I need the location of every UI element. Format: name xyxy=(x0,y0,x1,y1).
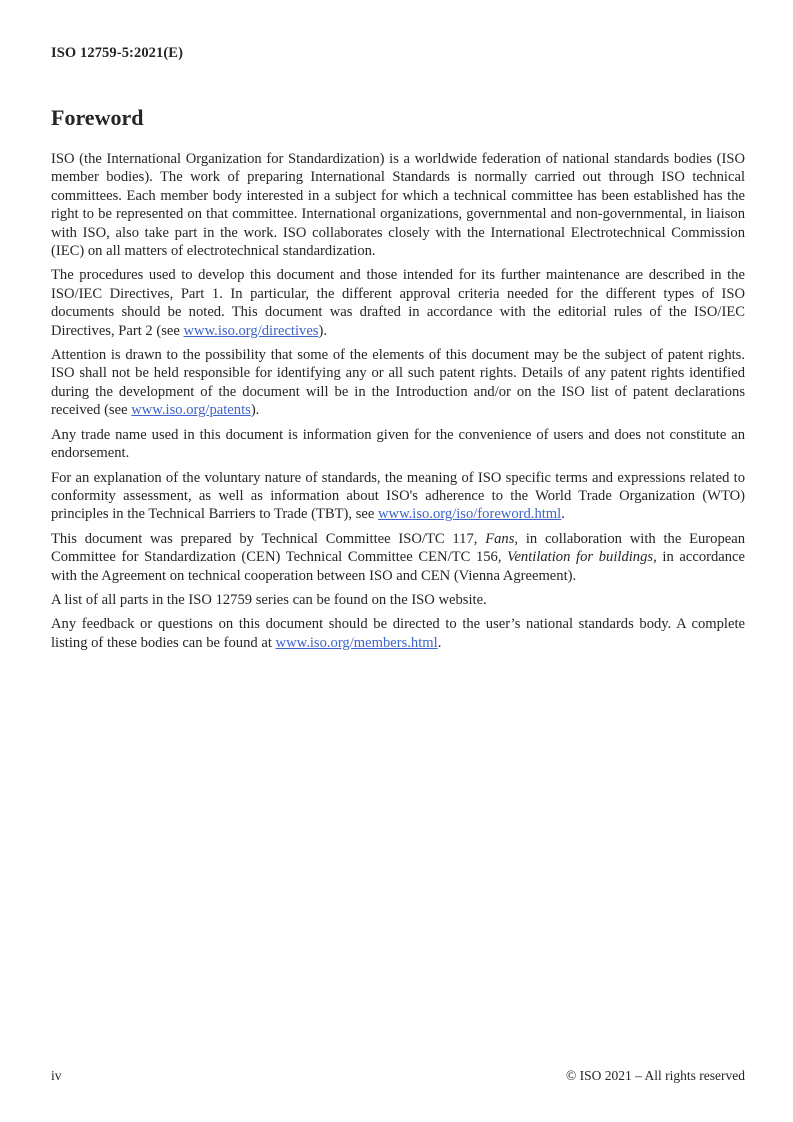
text-run: A list of all parts in the ISO 12759 series can be found on the ISO website. xyxy=(51,591,487,608)
copyright-notice: © ISO 2021 – All rights reserved xyxy=(566,1068,745,1083)
hyperlink[interactable]: www.iso.org/iso/foreword.html xyxy=(377,506,562,523)
paragraph xyxy=(51,150,745,260)
text-run: , in accordance with the Agreement on technical cooperation between ISO and CEN (Vienna Agreement). xyxy=(51,549,746,584)
paragraph xyxy=(51,591,745,609)
paragraph xyxy=(51,426,745,463)
text-run: The procedures used to develop this document and those intended for its further maintenance are described in the ISO/IEC Directives, Part 1. In particular, the different approval criteria needed for the different types of ISO documents should be noted. This document was drafted in accordance with the editorial rules of the ISO/IEC Directives, Part 2 (see xyxy=(51,267,745,339)
page-title: Foreword xyxy=(51,105,144,130)
italic-text: Fans xyxy=(485,530,515,547)
document-reference: ISO 12759-5:2021(E) xyxy=(51,45,183,61)
hyperlink[interactable]: www.iso.org/members.html xyxy=(275,634,438,651)
text-run: . xyxy=(437,634,442,651)
paragraph xyxy=(51,469,745,524)
paragraph xyxy=(51,266,745,340)
text-run: This document was prepared by Technical Committee ISO/TC 117, xyxy=(51,530,486,547)
text-run: ). xyxy=(250,402,260,419)
page-footer xyxy=(51,1068,745,1084)
text-run: . xyxy=(561,506,565,523)
paragraph xyxy=(51,530,745,585)
page-number: iv xyxy=(51,1068,62,1083)
text-run: Attention is drawn to the possibility that some of the elements of this document may be the subject of patent rights. ISO shall not be held responsible for identifying any or all such patent rights. Details of any patent rights identified during the development of the document will be in the Introduction and/or on the ISO list of patent declarations received (see xyxy=(51,347,745,419)
foreword-body xyxy=(51,150,745,658)
text-run: ISO (the International Organization for Standardization) is a worldwide federation of national standards bodies (ISO member bodies). The work of preparing International Standards is normally carried out through ISO technical committees. Each member body interested in a subject for which a technical committee has been established has the right to be represented on that committee. International organizations, governmental and non-governmental, in liaison with ISO, also take part in the work. ISO collaborates closely with the International Electrotechnical Commission (IEC) on all matters of electrotechnical standardization. xyxy=(51,151,745,260)
hyperlink[interactable]: www.iso.org/directives xyxy=(183,322,319,339)
text-run: Any feedback or questions on this document should be directed to the user’s national standards body. A complete listing of these bodies can be found at xyxy=(51,616,745,651)
text-run: , in collaboration with the European Committee for Standardization (CEN) Technical Committee CEN/TC 156, xyxy=(51,530,745,566)
text-run: ). xyxy=(318,322,328,339)
paragraph xyxy=(51,615,745,652)
hyperlink[interactable]: www.iso.org/patents xyxy=(131,402,251,419)
text-run: For an explanation of the voluntary nature of standards, the meaning of ISO specific terms and expressions related to conformity assessment, as well as information about ISO's adherence to the World Trade Organization (WTO) principles in the Technical Barriers to Trade (TBT), see xyxy=(51,469,745,523)
italic-text: Ventilation for buildings xyxy=(507,549,654,566)
text-run: Any trade name used in this document is information given for the convenience of users and does not constitute an endorsement. xyxy=(51,426,745,462)
paragraph xyxy=(51,346,745,420)
